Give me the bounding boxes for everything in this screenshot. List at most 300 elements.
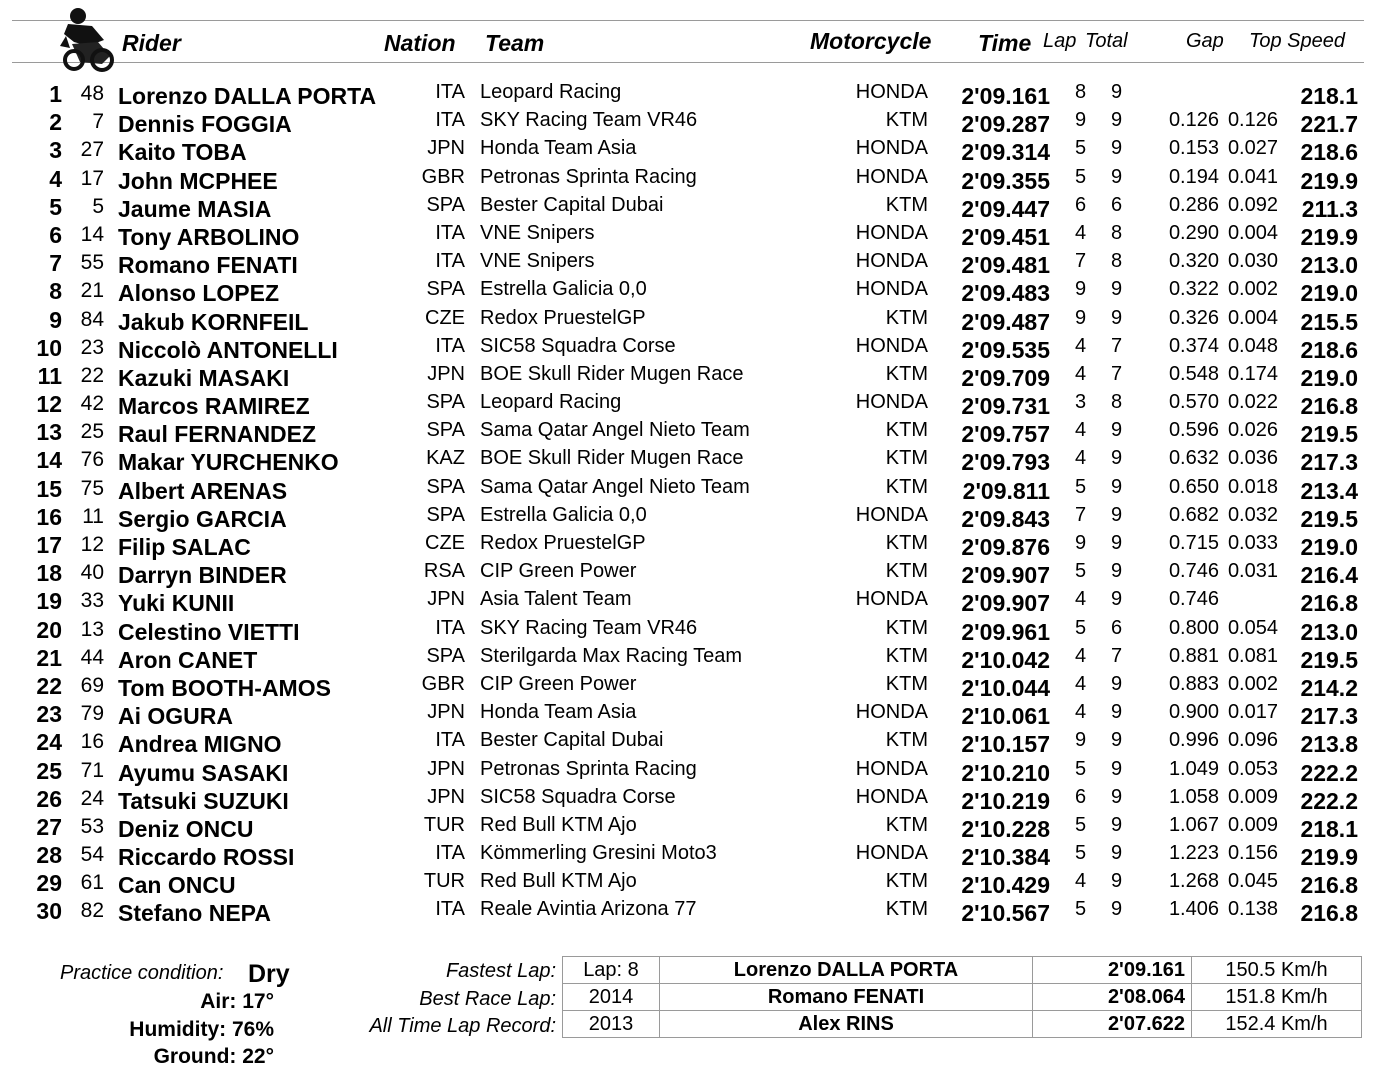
gap-to-previous: 0.126 (1227, 109, 1278, 132)
motorcycle: KTM (885, 306, 928, 329)
best-lap-number: 9 (1075, 109, 1087, 132)
gap-to-first: 1.268 (1168, 870, 1219, 893)
gap-to-previous: 0.018 (1227, 475, 1278, 498)
best-lap-number: 5 (1075, 165, 1087, 188)
nation: JPN (427, 701, 465, 724)
lap-time: 2'09.961 (961, 618, 1050, 645)
team-name: SKY Racing Team VR46 (480, 109, 698, 132)
total-laps: 8 (1111, 221, 1123, 244)
best-lap-number: 7 (1075, 250, 1087, 273)
position: 4 (49, 165, 62, 192)
rider-number: 76 (80, 448, 104, 472)
nation: SPA (426, 419, 465, 442)
position: 19 (36, 588, 62, 615)
total-laps: 9 (1111, 81, 1123, 103)
top-speed: 222.2 (1300, 759, 1358, 786)
gap-to-previous: 0.027 (1227, 137, 1278, 160)
nation: ITA (435, 81, 465, 103)
practice-condition-value: Dry (248, 960, 290, 988)
gap-to-previous: 0.009 (1227, 813, 1278, 836)
nation: JPN (427, 785, 465, 808)
top-speed: 221.7 (1300, 111, 1358, 138)
gap-to-first: 0.746 (1168, 560, 1219, 583)
table-row (0, 896, 1382, 927)
table-row (0, 756, 1382, 784)
gap-to-previous: 0.004 (1227, 306, 1278, 329)
gap-to-first: 0.570 (1168, 391, 1219, 414)
lap-records-table (562, 956, 1362, 1038)
rider-name: Deniz ONCU (118, 815, 254, 842)
rider-number: 14 (80, 222, 104, 246)
nation: CZE (425, 306, 465, 329)
best-lap-number: 4 (1075, 701, 1087, 724)
lap-time: 2'09.757 (961, 421, 1050, 448)
best-lap-number: 5 (1075, 616, 1087, 639)
nation: SPA (426, 391, 465, 414)
rider-number: 12 (80, 533, 104, 556)
team-name: Estrella Galicia 0,0 (480, 503, 647, 526)
rider-number: 23 (80, 335, 104, 359)
total-laps: 8 (1111, 250, 1123, 273)
lap-time: 2'10.061 (961, 703, 1050, 730)
rider-name: Tatsuki SUZUKI (118, 787, 289, 814)
best-lap-number: 5 (1075, 757, 1087, 780)
nation: GBR (421, 672, 465, 695)
header-total: Total (1085, 30, 1128, 52)
lap-time: 2'10.228 (961, 815, 1050, 842)
best-lap-number: 6 (1075, 193, 1087, 216)
gap-to-first: 0.650 (1168, 475, 1219, 498)
gap-to-first: 0.682 (1168, 503, 1219, 526)
nation: ITA (435, 109, 465, 132)
total-laps: 9 (1111, 898, 1123, 921)
nation: ITA (435, 334, 465, 357)
team-name: Leopard Racing (480, 81, 622, 103)
best-lap-number: 7 (1075, 503, 1087, 526)
rider-name: Sergio GARCIA (118, 505, 287, 532)
gap-to-first: 0.881 (1168, 644, 1219, 667)
total-laps: 9 (1111, 165, 1123, 188)
gap-to-first: 1.223 (1168, 842, 1219, 865)
rider-name: Stefano NEPA (118, 900, 271, 927)
gap-to-first: 0.800 (1168, 616, 1219, 639)
humidity: Humidity: 76% (129, 1018, 274, 1041)
position: 1 (49, 81, 62, 107)
position: 8 (49, 278, 62, 305)
lap-time: 2'09.709 (961, 364, 1050, 391)
nation: RSA (423, 560, 465, 583)
position: 29 (36, 870, 62, 897)
motorcycle: HONDA (855, 278, 928, 301)
motorcycle: KTM (885, 532, 928, 554)
rider-number: 21 (80, 279, 104, 303)
header-rider: Rider (122, 30, 181, 56)
all-time-lap-record-row (563, 1011, 1362, 1038)
nation: JPN (427, 137, 465, 160)
total-laps: 9 (1111, 870, 1123, 893)
team-name: Bester Capital Dubai (480, 729, 664, 752)
gap-to-first: 0.194 (1168, 165, 1219, 188)
rider-number: 24 (80, 786, 104, 810)
rider-name: Romano FENATI (118, 252, 298, 279)
top-speed: 219.0 (1300, 534, 1358, 560)
top-speed: 219.9 (1300, 844, 1358, 871)
team-name: Sterilgarda Max Racing Team (480, 644, 742, 667)
gap-to-first: 1.058 (1168, 785, 1219, 808)
record-year: 2014 (563, 984, 660, 1011)
team-name: Sama Qatar Angel Nieto Team (480, 475, 750, 498)
gap-to-previous: 0.138 (1227, 898, 1278, 921)
record-time: 2'07.622 (1033, 1011, 1192, 1038)
total-laps: 9 (1111, 701, 1123, 724)
table-row (0, 727, 1382, 758)
nation: TUR (423, 813, 465, 836)
rider-name: Niccolò ANTONELLI (118, 336, 338, 363)
motorcycle: HONDA (855, 588, 928, 611)
rider-name: Andrea MIGNO (118, 731, 282, 758)
table-row (0, 135, 1382, 166)
gap-to-first: 0.596 (1168, 419, 1219, 442)
motorcycle: HONDA (855, 785, 928, 808)
table-row (0, 784, 1382, 812)
team-name: BOE Skull Rider Mugen Race (480, 362, 744, 385)
motorcycle: KTM (885, 475, 928, 498)
total-laps: 9 (1111, 842, 1123, 865)
team-name: CIP Green Power (480, 560, 637, 583)
best-lap-number: 4 (1075, 644, 1087, 667)
position: 30 (36, 898, 62, 925)
gap-to-previous: 0.002 (1227, 278, 1278, 301)
rider-name: Ai OGURA (118, 703, 233, 730)
gap-to-previous: 0.022 (1227, 391, 1278, 414)
rider-number: 17 (80, 166, 104, 190)
team-name: Red Bull KTM Ajo (480, 870, 637, 893)
rider-number: 48 (80, 82, 104, 105)
table-row (0, 333, 1382, 361)
rider-name: Darryn BINDER (118, 562, 287, 589)
motorcycle: HONDA (855, 81, 928, 103)
lap-time: 2'09.481 (961, 252, 1050, 279)
top-speed: 218.1 (1300, 815, 1358, 842)
total-laps: 9 (1111, 757, 1123, 780)
nation: JPN (427, 362, 465, 385)
motorcycle: KTM (885, 729, 928, 752)
total-laps: 8 (1111, 391, 1123, 414)
total-laps: 9 (1111, 785, 1123, 808)
best-race-lap-label: Best Race Lap: (419, 988, 556, 1010)
top-speed: 213.4 (1300, 477, 1358, 504)
total-laps: 9 (1111, 503, 1123, 526)
lap-time: 2'10.210 (961, 759, 1050, 786)
team-name: Redox PruestelGP (480, 306, 646, 329)
rider-name: Kaito TOBA (118, 139, 247, 166)
lap-time: 2'09.314 (961, 139, 1050, 166)
motorcycle: HONDA (855, 137, 928, 160)
nation: CZE (425, 532, 465, 554)
gap-to-first: 0.374 (1168, 334, 1219, 357)
rider-name: Can ONCU (118, 872, 236, 899)
rider-name: Tom BOOTH-AMOS (118, 674, 331, 701)
position: 13 (36, 419, 62, 446)
position: 11 (37, 362, 62, 389)
gap-to-first: 0.548 (1168, 362, 1219, 385)
team-name: Leopard Racing (480, 391, 622, 414)
nation: SPA (426, 475, 465, 498)
team-name: Honda Team Asia (480, 701, 637, 724)
team-name: Honda Team Asia (480, 137, 637, 160)
total-laps: 9 (1111, 813, 1123, 836)
total-laps: 9 (1111, 532, 1123, 554)
lap-time: 2'09.793 (961, 449, 1050, 476)
total-laps: 6 (1111, 616, 1123, 639)
position: 9 (49, 306, 62, 333)
total-laps: 7 (1111, 644, 1123, 667)
rider-name: Dennis FOGGIA (118, 111, 292, 138)
top-speed: 216.8 (1300, 393, 1358, 420)
gap-to-first: 0.286 (1168, 193, 1219, 216)
position: 27 (36, 813, 62, 840)
ground-temperature: Ground: 22° (153, 1045, 274, 1068)
motorcycle: KTM (885, 362, 928, 385)
table-row (0, 107, 1382, 138)
header-gap: Gap (1186, 30, 1224, 52)
nation: ITA (435, 250, 465, 273)
best-lap-number: 4 (1075, 221, 1087, 244)
rider-number: 16 (80, 730, 104, 754)
record-rider: Alex RINS (660, 1011, 1033, 1038)
record-time: 2'09.161 (1033, 957, 1192, 984)
gap-to-previous: 0.004 (1227, 221, 1278, 244)
team-name: Red Bull KTM Ajo (480, 813, 637, 836)
nation: SPA (426, 503, 465, 526)
table-row (0, 812, 1382, 840)
lap-time: 2'09.483 (961, 280, 1050, 307)
rider-number: 53 (80, 814, 104, 838)
position: 24 (36, 729, 62, 756)
position: 6 (49, 221, 62, 248)
rider-number: 7 (92, 110, 104, 134)
record-rider: Lorenzo DALLA PORTA (660, 957, 1033, 984)
table-row (0, 389, 1382, 420)
top-speed: 219.9 (1300, 223, 1358, 250)
top-speed: 213.0 (1300, 618, 1358, 645)
rider-name: Filip SALAC (118, 534, 251, 560)
table-row (0, 615, 1382, 643)
team-name: Asia Talent Team (480, 588, 632, 611)
lap-time: 2'10.567 (961, 900, 1050, 927)
best-lap-number: 6 (1075, 785, 1087, 808)
position: 5 (49, 193, 62, 220)
motorcycle: HONDA (855, 701, 928, 724)
rider-number: 25 (80, 420, 104, 444)
top-speed: 219.5 (1300, 505, 1358, 532)
gap-to-previous: 0.053 (1227, 757, 1278, 780)
record-rider: Romano FENATI (660, 984, 1033, 1011)
position: 16 (36, 503, 62, 530)
lap-time: 2'10.044 (961, 674, 1050, 701)
best-lap-number: 9 (1075, 278, 1087, 301)
rider-number: 79 (80, 702, 104, 726)
practice-condition-label: Practice condition: (60, 962, 224, 984)
best-lap-number: 4 (1075, 334, 1087, 357)
team-name: BOE Skull Rider Mugen Race (480, 447, 744, 470)
team-name: SIC58 Squadra Corse (480, 785, 676, 808)
total-laps: 9 (1111, 475, 1123, 498)
motorcycle: HONDA (855, 842, 928, 865)
position: 23 (36, 701, 62, 728)
position: 2 (49, 109, 62, 136)
motorcycle: HONDA (855, 503, 928, 526)
lap-time: 2'09.287 (961, 111, 1050, 138)
rider-number: 84 (80, 307, 104, 331)
top-speed: 219.9 (1300, 167, 1358, 194)
rider-name: Jakub KORNFEIL (118, 308, 309, 335)
best-lap-number: 9 (1075, 306, 1087, 329)
motorcycle: KTM (885, 419, 928, 442)
team-name: Petronas Sprinta Racing (480, 757, 697, 780)
rider-name: Alonso LOPEZ (118, 280, 279, 307)
best-lap-number: 4 (1075, 672, 1087, 695)
gap-to-first: 1.406 (1168, 898, 1219, 921)
rider-name: John MCPHEE (118, 167, 278, 194)
position: 17 (36, 532, 62, 558)
rider-number: 22 (80, 363, 104, 387)
lap-time: 2'09.447 (961, 195, 1050, 222)
motorcycle: KTM (885, 870, 928, 893)
rider-number: 44 (80, 645, 104, 669)
top-speed: 218.6 (1300, 336, 1358, 363)
gap-to-previous: 0.017 (1227, 701, 1278, 724)
lap-time: 2'09.907 (961, 562, 1050, 589)
gap-to-first: 0.996 (1168, 729, 1219, 752)
top-speed: 219.5 (1300, 646, 1358, 673)
rider-number: 27 (80, 138, 104, 162)
record-speed: 152.4 Km/h (1192, 1011, 1362, 1038)
total-laps: 9 (1111, 419, 1123, 442)
rider-name: Albert ARENAS (118, 477, 288, 504)
rider-name: Tony ARBOLINO (118, 223, 300, 250)
nation: KAZ (426, 447, 465, 470)
nation: SPA (426, 278, 465, 301)
gap-to-previous: 0.156 (1227, 842, 1278, 865)
team-name: CIP Green Power (480, 672, 637, 695)
team-name: Estrella Galicia 0,0 (480, 278, 647, 301)
team-name: SIC58 Squadra Corse (480, 334, 676, 357)
gap-to-first: 0.632 (1168, 447, 1219, 470)
total-laps: 9 (1111, 729, 1123, 752)
gap-to-previous: 0.054 (1227, 616, 1278, 639)
nation: SPA (426, 644, 465, 667)
best-lap-number: 5 (1075, 137, 1087, 160)
team-name: VNE Snipers (480, 221, 595, 244)
motorcycle: HONDA (855, 391, 928, 414)
header-team: Team (485, 30, 545, 56)
table-row (0, 305, 1382, 333)
team-name: Petronas Sprinta Racing (480, 165, 697, 188)
gap-to-first: 0.746 (1168, 588, 1219, 611)
position: 12 (36, 391, 62, 418)
position: 14 (36, 447, 62, 474)
air-temperature: Air: 17° (200, 990, 274, 1013)
header-bottom-rule (12, 62, 1364, 63)
gap-to-previous: 0.092 (1227, 193, 1278, 216)
gap-to-previous: 0.048 (1227, 334, 1278, 357)
total-laps: 9 (1111, 672, 1123, 695)
rider-number: 61 (80, 871, 104, 895)
lap-time: 2'10.042 (961, 646, 1050, 673)
record-speed: 151.8 Km/h (1192, 984, 1362, 1011)
table-row (0, 192, 1382, 220)
total-laps: 9 (1111, 447, 1123, 470)
all-time-lap-record-label: All Time Lap Record: (369, 1015, 556, 1037)
best-lap-number: 4 (1075, 588, 1087, 611)
record-speed: 150.5 Km/h (1192, 957, 1362, 984)
best-lap-number: 5 (1075, 560, 1087, 583)
table-row (0, 643, 1382, 671)
gap-to-previous: 0.041 (1227, 165, 1278, 188)
gap-to-previous: 0.096 (1227, 729, 1278, 752)
top-speed: 215.5 (1300, 308, 1358, 335)
motorcycle: KTM (885, 672, 928, 695)
rider-number: 69 (80, 673, 104, 697)
gap-to-first: 0.715 (1168, 532, 1219, 554)
gap-to-first: 0.322 (1168, 278, 1219, 301)
rider-name: Aron CANET (118, 646, 258, 673)
top-speed: 217.3 (1300, 703, 1358, 730)
motorcycle: KTM (885, 447, 928, 470)
position: 15 (36, 475, 62, 502)
table-row (0, 276, 1382, 307)
fastest-lap-label: Fastest Lap: (445, 960, 556, 982)
motorcycle: KTM (885, 193, 928, 216)
gap-to-previous: 0.009 (1227, 785, 1278, 808)
motorcycle: KTM (885, 813, 928, 836)
lap-time: 2'09.876 (961, 534, 1050, 560)
table-row (0, 474, 1382, 502)
top-speed: 218.6 (1300, 139, 1358, 166)
table-row (0, 586, 1382, 617)
lap-time: 2'09.451 (961, 223, 1050, 250)
best-lap-number: 9 (1075, 532, 1087, 554)
gap-to-previous: 0.026 (1227, 419, 1278, 442)
motorcycle: KTM (885, 898, 928, 921)
best-lap-number: 3 (1075, 391, 1087, 414)
table-row (0, 220, 1382, 248)
motorcycle-rider-logo-icon (58, 6, 116, 72)
rider-name: Marcos RAMIREZ (118, 393, 310, 420)
table-row (0, 79, 1382, 107)
best-lap-number: 5 (1075, 475, 1087, 498)
motorcycle: KTM (885, 109, 928, 132)
motorcycle: KTM (885, 644, 928, 667)
lap-time: 2'09.487 (961, 308, 1050, 335)
lap-time: 2'09.907 (961, 590, 1050, 617)
gap-to-first: 1.067 (1168, 813, 1219, 836)
rider-name: Lorenzo DALLA PORTA (118, 83, 377, 109)
table-row (0, 699, 1382, 730)
motorcycle: KTM (885, 560, 928, 583)
top-speed: 213.8 (1300, 731, 1358, 758)
results-header (0, 0, 1382, 70)
top-speed: 216.4 (1300, 562, 1358, 589)
table-row (0, 558, 1382, 589)
gap-to-previous: 0.031 (1227, 560, 1278, 583)
best-lap-number: 4 (1075, 447, 1087, 470)
lap-time: 2'09.843 (961, 505, 1050, 532)
nation: GBR (421, 165, 465, 188)
header-motorcycle: Motorcycle (810, 28, 932, 54)
team-name: VNE Snipers (480, 250, 595, 273)
